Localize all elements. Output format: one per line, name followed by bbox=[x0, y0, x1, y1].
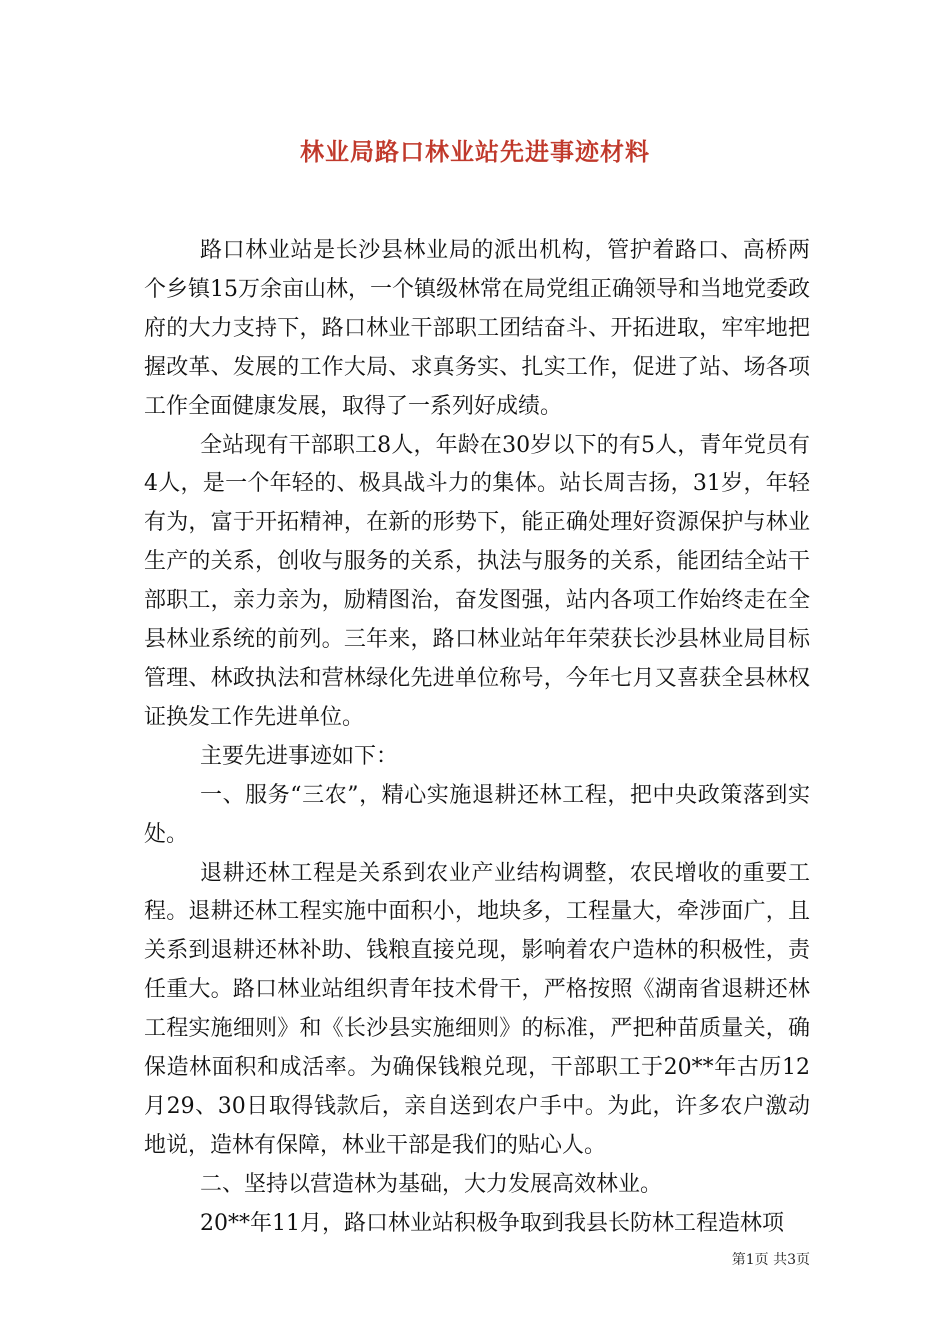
section-heading-1: 一、服务“三农”，精心实施退耕还林工程，把中央政策落到实处。 bbox=[144, 782, 810, 847]
document-body bbox=[144, 232, 810, 1244]
section-heading-2: 二、坚持以营造林为基础，大力发展高效林业。 bbox=[200, 1171, 663, 1197]
page-number-footer: 第1页 共3页 bbox=[731, 1252, 810, 1268]
paragraph-intro: 路口林业站是长沙县林业局的派出机构，管护着路口、高桥两个乡镇15万余亩山林，一个镇级林常在局党组正确领导和当地党委政府的大力支持下，路口林业干部职工团结奋斗、开拓进取，牢牢地把握改革、发展的工作大局、求真务实、扎实工作，促进了站、场各项工作全面健康发展，取得了一系列好成绩。 bbox=[144, 238, 810, 419]
paragraph-reforestation: 退耕还林工程是关系到农业产业结构调整，农民增收的重要工程。退耕还林工程实施中面积小，地块多，工程量大，牵涉面广，且关系到退耕还林补助、钱粮直接兑现，影响着农户造林的积极性，责任重大。路口林业站组织青年技术骨干，严格按照《湖南省退耕还林工程实施细则》和《长沙县实施细则》的标准，严把种苗质量关，确保造林面积和成活率。为确保钱粮兑现，干部职工于20**年古历12月29、30日取得钱款后，亲自送到农户手中。为此，许多农户激动地说，造林有保障，林业干部是我们的贴心人。 bbox=[144, 860, 810, 1158]
document-title: 林业局路口林业站先进事迹材料 bbox=[300, 137, 650, 166]
paragraph-main-deeds-heading: 主要先进事迹如下： bbox=[200, 743, 399, 769]
paragraph-afforestation: 20**年11月，路口林业站积极争取到我县长防林工程造林项 bbox=[200, 1210, 784, 1236]
paragraph-staff: 全站现有干部职工8人，年龄在30岁以下的有5人，青年党员有4人，是一个年轻的、极具战斗力的集体。站长周吉扬，31岁，年轻有为，富于开拓精神，在新的形势下，能正确处理好资源保护与林业生产的关系，创收与服务的关系，执法与服务的关系，能团结全站干部职工，亲力亲为，励精图治，奋发图强，站内各项工作始终走在全县林业系统的前列。三年来，路口林业站年年荣获长沙县林业局目标管理、林政执法和营林绿化先进单位称号，今年七月又喜获全县林权证换发工作先进单位。 bbox=[144, 432, 810, 730]
